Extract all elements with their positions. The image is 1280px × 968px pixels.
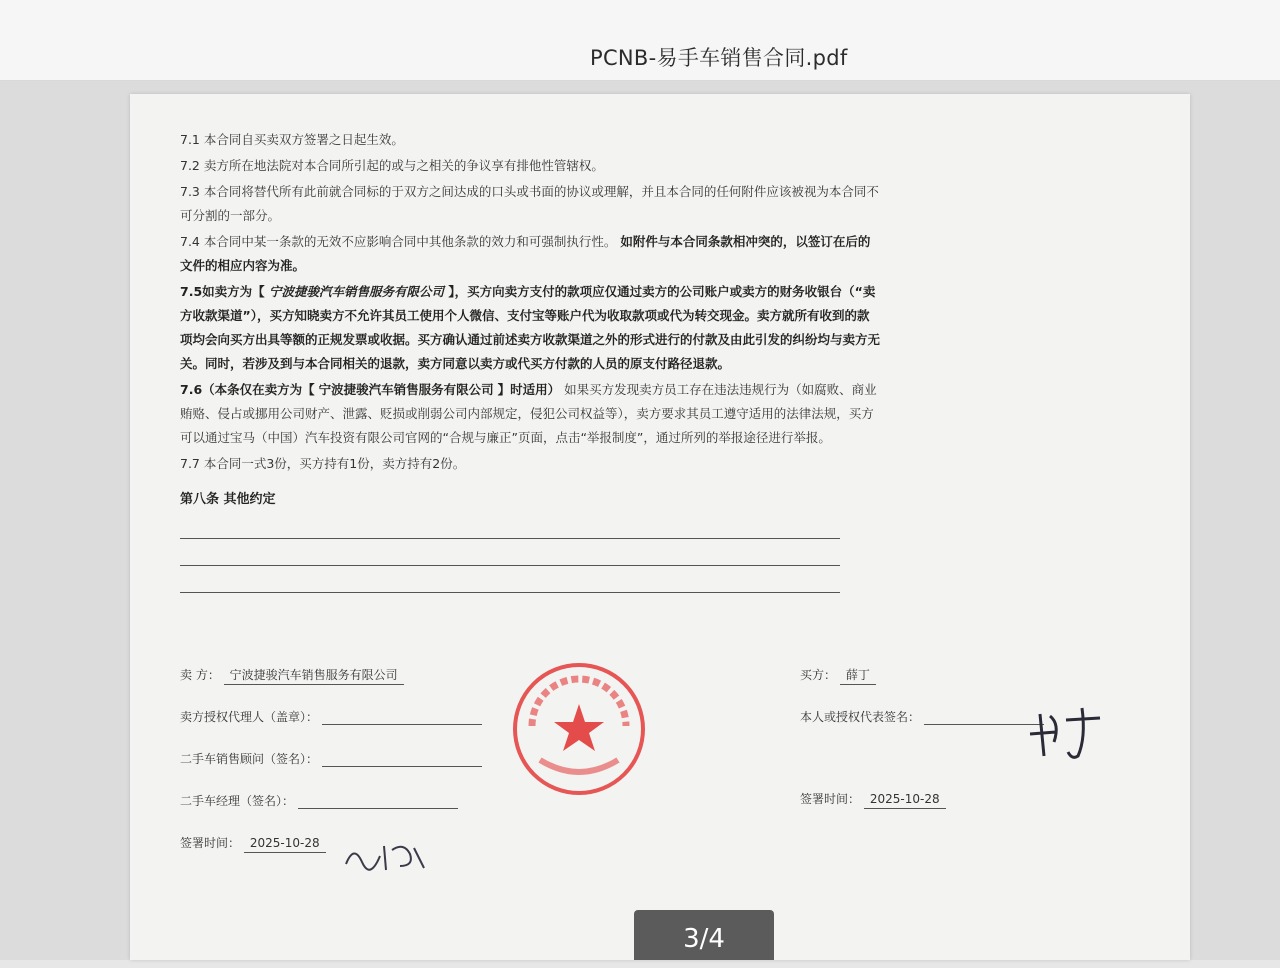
seller-label: 卖 方：	[180, 668, 220, 682]
blank-line-2	[180, 565, 840, 566]
buyer-agent-label: 本人或授权代表签名：	[800, 710, 921, 724]
pdf-page	[130, 94, 1190, 960]
seller-date-row	[180, 822, 740, 864]
buyer-date-label: 签署时间：	[800, 792, 861, 806]
clause-7-4-text: 7.4 本合同中某一条款的无效不应影响合同中其他条款的效力和可强制执行性。	[180, 234, 617, 249]
buyer-signature-block	[800, 654, 1130, 820]
manager-line	[298, 794, 458, 809]
seller-agent-label: 卖方授权代理人（盖章）：	[180, 710, 319, 724]
clause-7-6-text: 如果买方发现卖方员工存在违法违规行为（如腐败、商业贿赂、侵占或挪用公司财产、泄露、贬损或削弱公司内部规定，侵犯公司权益等），卖方要求其员工遵守适用的法律法规，买方可以通过宝马（中国）汽车投资有限公司官网的“合规与廉正”页面，点击“举报制度”，通过所列的举报途径进行举报。	[180, 382, 877, 445]
seller-agent-row	[180, 696, 740, 738]
buyer-date: 2025-10-28	[864, 790, 946, 809]
clause-7-7: 7.7 本合同一式3份，买方持有1份，卖方持有2份。	[180, 456, 466, 471]
clause-7-5-company: 宁波捷骏汽车销售服务有限公司	[269, 284, 445, 299]
buyer-date-row	[800, 778, 1130, 820]
consultant-row	[180, 738, 740, 780]
blank-line-1	[180, 538, 840, 539]
page-indicator[interactable]: 3/4	[634, 910, 774, 960]
buyer-row	[800, 654, 1130, 696]
seller-date-label: 签署时间：	[180, 836, 241, 850]
seller-date: 2025-10-28	[244, 834, 326, 853]
clause-7-4-bold: 如附件与本合同条款相冲突的，以签订在后的文件的相应内容为准。	[180, 234, 871, 273]
clause-7-5-text: 】，买方向卖方支付的款项应仅通过卖方的公司账户或卖方的财务收银台（“卖方收款渠道”），买方知晓卖方不允许其员工使用个人微信、支付宝等账户代为收取款项或代为转交现金。卖方就所有收到的款项均会向买方出具等额的正规发票或收据。买方确认通过前述卖方收款渠道之外的形式进行的付款及由此引发的纠纷均与卖方无关。同时，若涉及到与本合同相关的退款，卖方同意以卖方或代买方付款的人员的原支付路径退款。	[180, 284, 881, 371]
clause-7-5	[180, 280, 880, 376]
manager-label: 二手车经理（签名）：	[180, 794, 295, 808]
clause-7-6-company: 宁波捷骏汽车销售服务有限公司	[318, 382, 494, 397]
clause-7-4	[180, 230, 880, 278]
manager-handwritten-signature	[340, 836, 430, 876]
clause-7-2: 7.2 卖方所在地法院对本合同所引起的或与之相关的争议享有排他性管辖权。	[180, 158, 604, 173]
company-seal-stamp	[510, 660, 648, 798]
contract-body	[180, 128, 880, 593]
clause-7-5-prefix: 7.5如卖方为【	[180, 284, 265, 299]
buyer-handwritten-signature	[1020, 694, 1130, 764]
blank-line-3	[180, 592, 840, 593]
clause-7-6-suffix: 】时适用）	[497, 382, 561, 397]
seller-agent-line	[322, 710, 482, 725]
viewer-title-bar	[0, 0, 1280, 81]
consultant-label: 二手车销售顾问（签名）：	[180, 752, 319, 766]
seller-signature-block	[180, 654, 740, 864]
consultant-line	[322, 752, 482, 767]
buyer-value: 薛丁	[840, 666, 876, 685]
file-title: PCNB-易手车销售合同.pdf	[590, 46, 848, 70]
clause-7-3: 7.3 本合同将替代所有此前就合同标的于双方之间达成的口头或书面的协议或理解，并且本合同的任何附件应该被视为本合同不可分割的一部分。	[180, 184, 879, 223]
clause-7-6	[180, 378, 880, 450]
signature-area	[180, 654, 1140, 934]
manager-row	[180, 780, 740, 822]
clause-7-6-prefix: 7.6（本条仅在卖方为【	[180, 382, 315, 397]
seller-row	[180, 654, 740, 696]
buyer-label: 买方：	[800, 668, 837, 682]
clause-7-1: 7.1 本合同自买卖双方签署之日起生效。	[180, 132, 404, 147]
section-8-heading: 第八条 其他约定	[180, 492, 276, 507]
seller-value: 宁波捷骏汽车销售服务有限公司	[224, 666, 404, 685]
